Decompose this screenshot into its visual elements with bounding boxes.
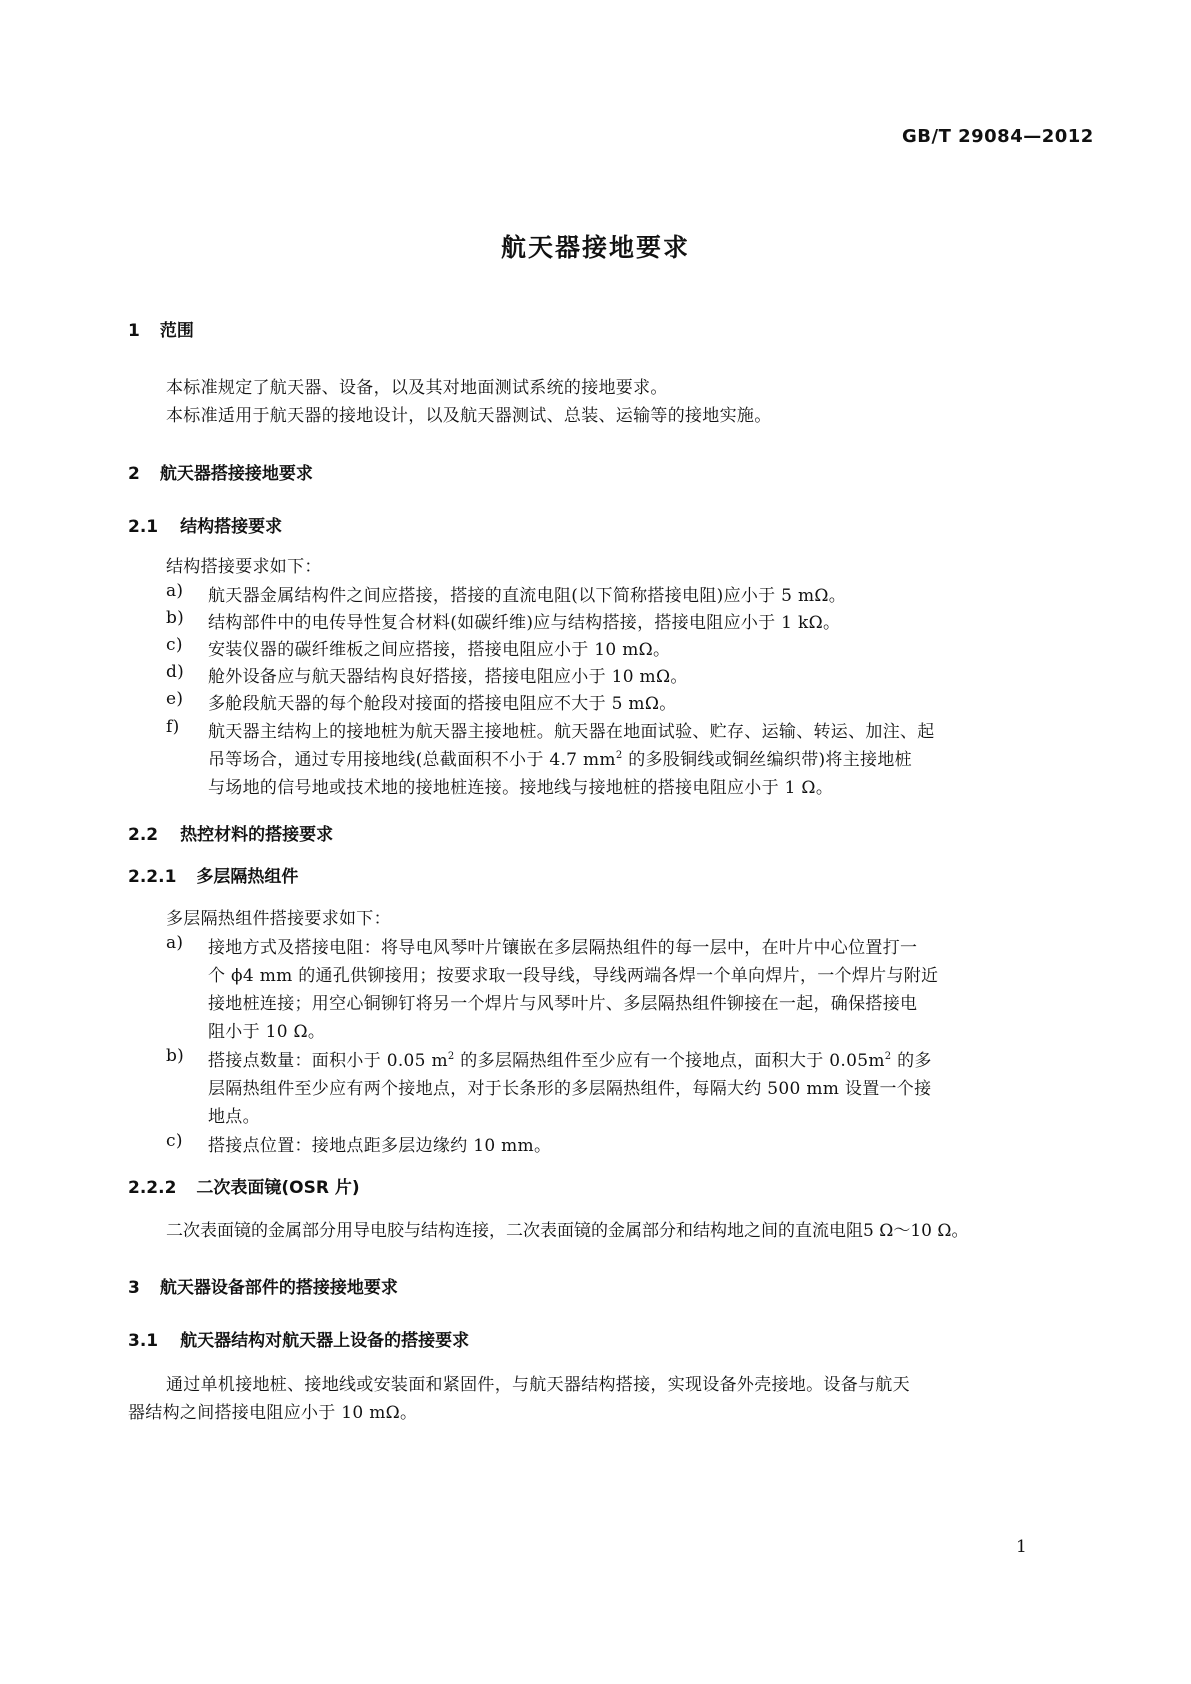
section-title: 范围 [159, 321, 194, 341]
section-title: 航天器搭接接地要求 [159, 464, 313, 484]
paragraph: 结构搭接要求如下： [166, 557, 322, 577]
section-number: 3 [128, 1278, 140, 1298]
list-text: 结构部件中的电传导性复合材料(如碳纤维)应与结构搭接，搭接电阻应小于 1 kΩ。 [208, 613, 841, 633]
section-number: 2 [128, 464, 140, 484]
section-number: 3.1 [128, 1331, 159, 1351]
list-item [166, 608, 996, 634]
list-text: 接地桩连接；用空心铜铆钉将另一个焊片与风琴叶片、多层隔热组件铆接在一起，确保搭接电 [208, 994, 918, 1014]
list-text: 阻小于 10 Ω。 [208, 1022, 326, 1042]
list-text: 搭接点位置：接地点距多层边缘约 10 mm。 [208, 1136, 552, 1156]
list-text: 航天器主结构上的接地桩为航天器主接地桩。航天器在地面试验、贮存、运输、转运、加注、起 [208, 722, 935, 742]
list-text: 安装仪器的碳纤维板之间应搭接，搭接电阻应小于 10 mΩ。 [208, 640, 671, 660]
list-text: 多舱段航天器的每个舱段对接面的搭接电阻应不大于 5 mΩ。 [208, 694, 677, 714]
section-1-heading [128, 316, 194, 341]
list-text: 舱外设备应与航天器结构良好搭接，搭接电阻应小于 10 mΩ。 [208, 667, 688, 687]
paragraph: 本标准适用于航天器的接地设计，以及航天器测试、总装、运输等的接地实施。 [166, 406, 772, 426]
list-text-line [208, 1046, 932, 1071]
list-marker: c) [166, 635, 183, 655]
section-number: 2.2.1 [128, 867, 177, 887]
list-item [166, 689, 996, 715]
list-text: 的多 [891, 1051, 932, 1071]
section-2-2-1-heading [128, 862, 298, 887]
list-item [166, 1131, 996, 1157]
list-text-line [208, 745, 912, 770]
page-number: 1 [1016, 1537, 1027, 1557]
section-number: 2.1 [128, 517, 159, 537]
paragraph: 二次表面镜的金属部分用导电胶与结构连接，二次表面镜的金属部分和结构地之间的直流电阻5 Ω～10 Ω。 [166, 1221, 969, 1241]
section-title: 结构搭接要求 [180, 517, 283, 537]
list-marker: c) [166, 1131, 183, 1151]
document-title: 航天器接地要求 [500, 233, 690, 262]
section-title: 多层隔热组件 [196, 867, 299, 887]
list-marker: d) [166, 662, 185, 682]
superscript: 2 [447, 1051, 455, 1062]
list-text: 航天器金属结构件之间应搭接，搭接的直流电阻(以下简称搭接电阻)应小于 5 mΩ。 [208, 586, 847, 606]
section-title: 航天器结构对航天器上设备的搭接要求 [180, 1331, 470, 1351]
list-text: 个 ϕ4 mm 的通孔供铆接用；按要求取一段导线，导线两端各焊一个单向焊片，一个焊片与附近 [208, 966, 939, 986]
list-text: 的多股铜线或铜丝编织带)将主接地桩 [622, 750, 912, 770]
list-text: 与场地的信号地或技术地的接地桩连接。接地线与接地桩的搭接电阻应小于 1 Ω。 [208, 778, 834, 798]
section-title: 二次表面镜(OSR 片) [196, 1178, 360, 1198]
list-text: 接地方式及搭接电阻：将导电风琴叶片镶嵌在多层隔热组件的每一层中，在叶片中心位置打一 [208, 938, 918, 958]
section-3-1-heading [128, 1326, 469, 1351]
list-item [166, 717, 996, 801]
superscript: 2 [884, 1051, 892, 1062]
list-marker: b) [166, 1046, 185, 1066]
section-number: 2.2.2 [128, 1178, 177, 1198]
standard-number: GB/T 29084—2012 [902, 126, 1094, 147]
list-item [166, 1046, 996, 1130]
list-item [166, 662, 996, 688]
list-marker: f) [166, 717, 180, 737]
paragraph: 多层隔热组件搭接要求如下： [166, 909, 391, 929]
section-number: 2.2 [128, 825, 159, 845]
section-2-2-2-heading [128, 1173, 360, 1198]
section-3-heading [128, 1273, 398, 1298]
list-text: 层隔热组件至少应有两个接地点，对于长条形的多层隔热组件，每隔大约 500 mm 设置一个接 [208, 1079, 932, 1099]
section-number: 1 [128, 321, 140, 341]
paragraph: 通过单机接地桩、接地线或安装面和紧固件，与航天器结构搭接，实现设备外壳接地。设备与航天 [166, 1375, 910, 1395]
list-text: 搭接点数量：面积小于 0.05 m [208, 1051, 448, 1071]
superscript: 2 [615, 750, 623, 761]
list-item [166, 933, 996, 1045]
list-marker: b) [166, 608, 185, 628]
list-marker: a) [166, 933, 184, 953]
list-item [166, 635, 996, 661]
list-text: 吊等场合，通过专用接地线(总截面积不小于 4.7 mm [208, 750, 616, 770]
list-text: 的多层隔热组件至少应有一个接地点，面积大于 0.05m [454, 1051, 885, 1071]
section-2-2-heading [128, 820, 333, 845]
paragraph-continuation: 器结构之间搭接电阻应小于 10 mΩ。 [128, 1403, 418, 1423]
section-title: 热控材料的搭接要求 [180, 825, 334, 845]
paragraph: 本标准规定了航天器、设备，以及其对地面测试系统的接地要求。 [166, 378, 668, 398]
section-title: 航天器设备部件的搭接接地要求 [159, 1278, 398, 1298]
list-text: 地点。 [208, 1107, 260, 1127]
list-marker: e) [166, 689, 184, 709]
list-marker: a) [166, 581, 184, 601]
section-2-1-heading [128, 512, 282, 537]
list-item [166, 581, 996, 607]
section-2-heading [128, 459, 313, 484]
